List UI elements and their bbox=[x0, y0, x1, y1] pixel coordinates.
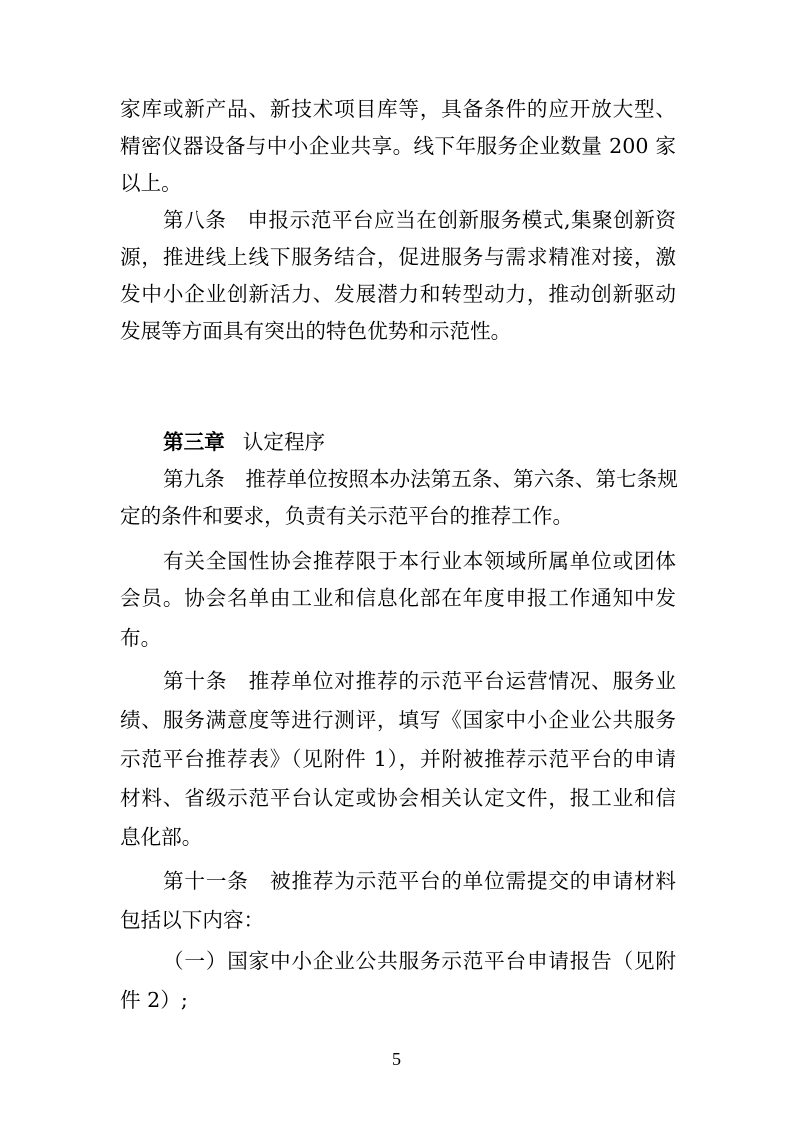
paragraph-line: 源，推进线上线下服务结合，促进服务与需求精准对接，激 bbox=[120, 245, 676, 269]
paragraph-line: 以上。 bbox=[120, 171, 182, 195]
paragraph-line: 有关全国性协会推荐限于本行业本领域所属单位或团体 bbox=[163, 549, 676, 573]
paragraph-line: 息化部。 bbox=[120, 825, 203, 849]
paragraph-line: 会员。协会名单由工业和信息化部在年度申报工作通知中发 bbox=[120, 586, 676, 610]
paragraph-line: 示范平台推荐表》（见附件 1），并附被推荐示范平台的申请 bbox=[120, 747, 676, 771]
paragraph-line: 材料、省级示范平台认定或协会相关认定文件，报工业和信 bbox=[120, 786, 676, 810]
article-8-line: 第八条 申报示范平台应当在创新服务模式,集聚创新资 bbox=[163, 208, 676, 232]
paragraph-line: 发展等方面具有突出的特色优势和示范性。 bbox=[120, 319, 512, 343]
list-item-line: 件 2）; bbox=[120, 988, 188, 1012]
paragraph-line: 发中小企业创新活力、发展潜力和转型动力，推动创新驱动 bbox=[120, 282, 676, 306]
paragraph-line: 精密仪器设备与中小企业共享。线下年服务企业数量 200 家 bbox=[120, 134, 676, 158]
article-9-line: 第九条 推荐单位按照本办法第五条、第六条、第七条规 bbox=[163, 467, 678, 491]
article-11-line: 第十一条 被推荐为示范平台的单位需提交的申请材料 bbox=[163, 869, 676, 893]
paragraph-line: 包括以下内容： bbox=[120, 908, 265, 932]
chapter-number: 第三章 bbox=[163, 430, 225, 454]
paragraph-line: 布。 bbox=[120, 626, 162, 650]
paragraph-line: 绩、服务满意度等进行测评，填写《国家中小企业公共服务 bbox=[120, 708, 676, 732]
paragraph-line: 家库或新产品、新技术项目库等，具备条件的应开放大型、 bbox=[120, 97, 676, 121]
list-item-line: （一）国家中小企业公共服务示范平台申请报告（见附 bbox=[163, 949, 676, 973]
chapter-heading bbox=[163, 430, 325, 454]
article-10-line: 第十条 推荐单位对推荐的示范平台运营情况、服务业 bbox=[163, 669, 676, 693]
chapter-title: 认定程序 bbox=[242, 430, 326, 454]
page-number: 5 bbox=[392, 1049, 401, 1069]
paragraph-line: 定的条件和要求，负责有关示范平台的推荐工作。 bbox=[120, 504, 574, 528]
